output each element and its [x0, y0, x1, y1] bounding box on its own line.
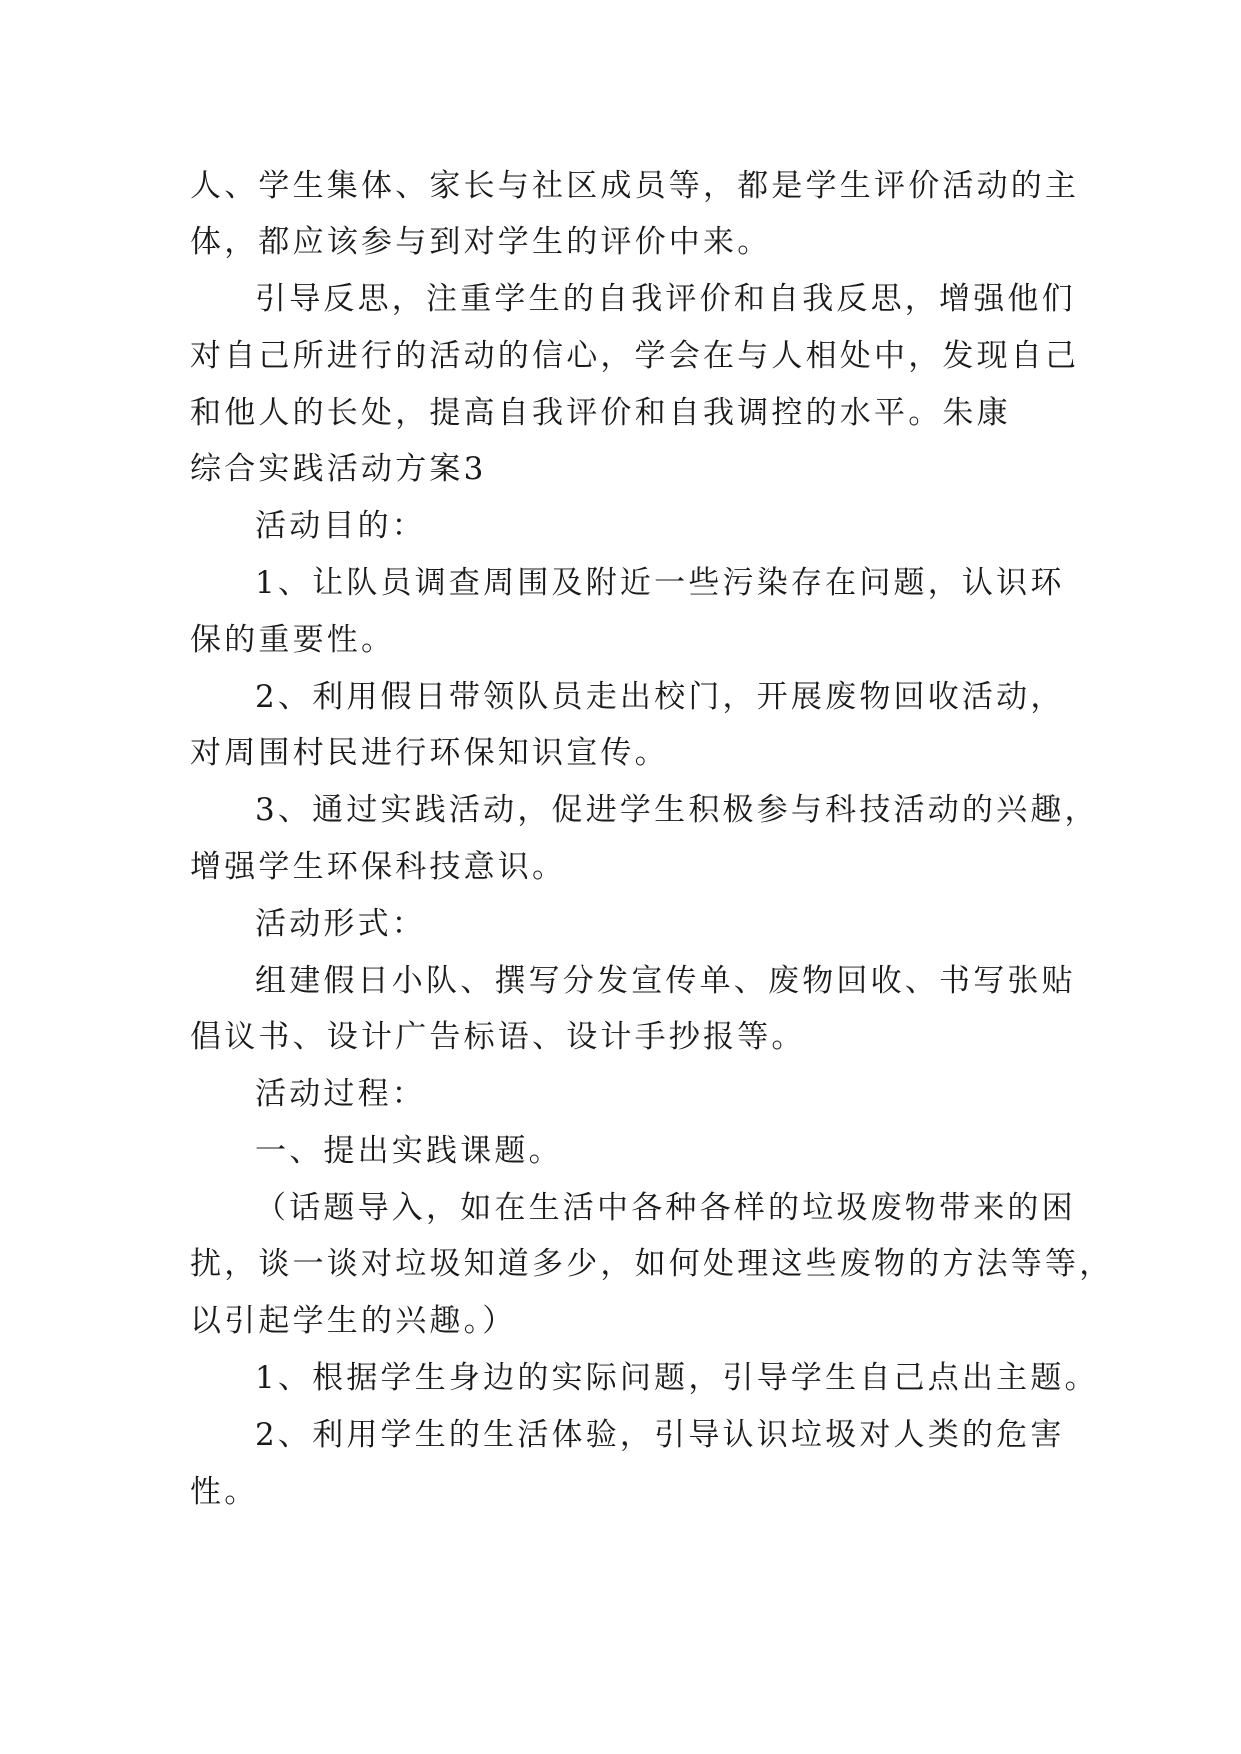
- subheading: 活动目的：: [255, 508, 426, 544]
- paragraph-line: 3、通过实践活动，促进学生积极参与科技活动的兴趣，: [255, 792, 1099, 828]
- section-heading: 综合实践活动方案3: [190, 451, 487, 487]
- paragraph-line: 和他人的长处，提高自我评价和自我调控的水平。朱康: [190, 395, 1011, 431]
- paragraph-line: 1、根据学生身边的实际问题，引导学生自己点出主题。: [255, 1360, 1099, 1396]
- paragraph-line: 2、利用学生的生活体验，引导认识垃圾对人类的危害: [255, 1417, 1065, 1453]
- paragraph-line: 扰，谈一谈对垃圾知道多少，如何处理这些废物的方法等等，: [190, 1246, 1114, 1282]
- paragraph-line: 体，都应该参与到对学生的评价中来。: [190, 224, 772, 260]
- paragraph-line: 组建假日小队、撰写分发宣传单、废物回收、书写张贴: [255, 963, 1076, 999]
- paragraph-line: （话题导入，如在生活中各种各样的垃圾废物带来的困: [255, 1190, 1076, 1226]
- paragraph-line: 2、利用假日带领队员走出校门，开展废物回收活动，: [255, 679, 1065, 715]
- paragraph-line: 引导反思，注重学生的自我评价和自我反思，增强他们: [255, 281, 1076, 317]
- subheading: 活动过程：: [255, 1076, 426, 1112]
- subheading: 活动形式：: [255, 906, 426, 942]
- paragraph-line: 增强学生环保科技意识。: [190, 849, 567, 885]
- paragraph-line: 以引起学生的兴趣。）: [190, 1303, 517, 1339]
- paragraph-line: 人、学生集体、家长与社区成员等，都是学生评价活动的主: [190, 168, 1080, 204]
- paragraph-line: 性。: [190, 1474, 259, 1510]
- paragraph-line: 保的重要性。: [190, 622, 396, 658]
- paragraph-line: 对周围村民进行环保知识宣传。: [190, 735, 669, 771]
- paragraph-line: 倡议书、设计广告标语、设计手抄报等。: [190, 1019, 806, 1055]
- paragraph-line: 一、提出实践课题。: [255, 1133, 563, 1169]
- paragraph-line: 1、让队员调查周围及附近一些污染存在问题，认识环: [255, 565, 1065, 601]
- paragraph-line: 对自己所进行的活动的信心，学会在与人相处中，发现自己: [190, 338, 1080, 374]
